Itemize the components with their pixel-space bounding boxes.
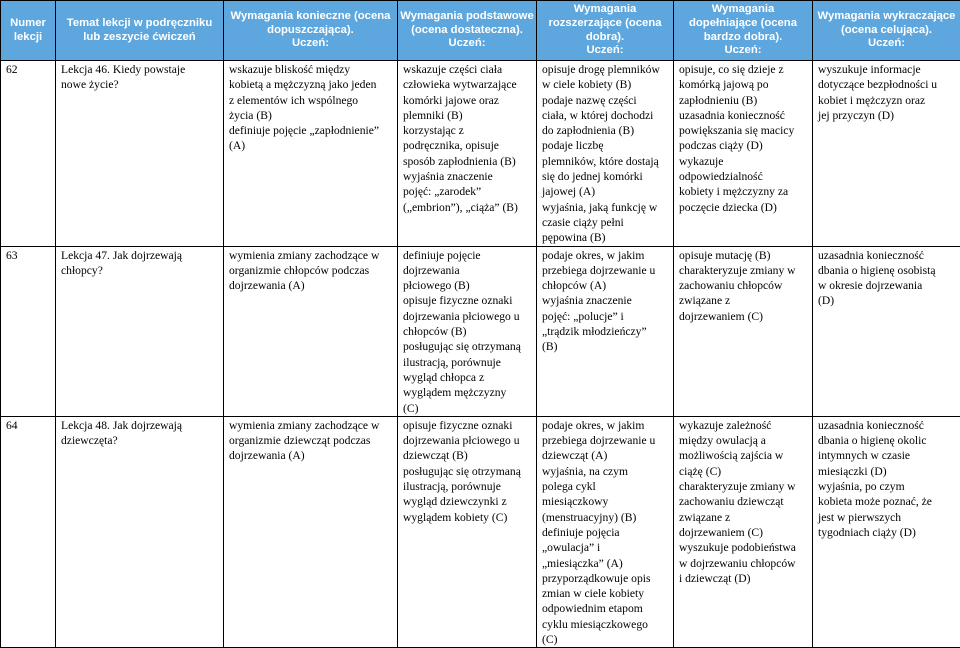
extended-cell: podaje okres, w jakim przebiega dojrzewanie u chłopców (A) wyjaśnia znaczenie pojęć: „polucje” i „trądzik młodzieńczy” (B): [537, 246, 674, 416]
table-row: [1, 61, 960, 247]
lesson-number-cell: 63: [1, 246, 56, 416]
exceeding-cell: wyszukuje informacje dotyczące bezpłodności u kobiet i mężczyzn oraz jej przyczyn (D): [813, 61, 960, 247]
lesson-topic-cell: Lekcja 48. Jak dojrzewają dziewczęta?: [56, 416, 224, 647]
complementary-cell: wykazuje zależność między owulacją a możliwością zajścia w ciążę (C) charakteryzuje zmiany w zachowaniu dziewcząt związane z dojrzewaniem (C) wyszukuje podobieństwa w dojrzewaniu chłopców i dziewcząt (D): [674, 416, 813, 647]
necessary-cell: wymienia zmiany zachodzące w organizmie dziewcząt podczas dojrzewania (A): [224, 416, 398, 647]
table-row: [1, 416, 960, 647]
lesson-topic-cell: Lekcja 46. Kiedy powstaje nowe życie?: [56, 61, 224, 247]
header-lesson-topic: Temat lekcji w podręczniku lub zeszycie ćwiczeń: [56, 1, 224, 61]
header-requirements-exceeding: Wymagania wykraczające (ocena celująca). Uczeń:: [813, 1, 960, 61]
complementary-cell: opisuje mutację (B) charakteryzuje zmiany w zachowaniu chłopców związane z dojrzewaniem (C): [674, 246, 813, 416]
basic-cell: opisuje fizyczne oznaki dojrzewania płciowego u dziewcząt (B) posługując się otrzymaną ilustracją, porównuje wygląd dziewczynki z wyglądem kobiety (C): [398, 416, 537, 647]
lesson-topic-cell: Lekcja 47. Jak dojrzewają chłopcy?: [56, 246, 224, 416]
header-lesson-number: Numer lekcji: [1, 1, 56, 61]
complementary-cell: opisuje, co się dzieje z komórką jajową po zapłodnieniu (B) uzasadnia konieczność powiększania się macicy podczas ciąży (D) wykazuje odpowiedzialność kobiety i mężczyzny za poczęcie dziecka (D): [674, 61, 813, 247]
extended-cell: podaje okres, w jakim przebiega dojrzewanie u dziewcząt (A) wyjaśnia, na czym polega cykl miesiączkowy (menstruacyjny) (B) definiuje pojęcia „owulacja” i „miesiączka” (A) przyporządkowuje opis zmian w ciele kobiety odpowiednim etapom cyklu miesiączkowego (C): [537, 416, 674, 647]
lesson-number-cell: 62: [1, 61, 56, 247]
header-row: [1, 1, 960, 61]
exceeding-cell: uzasadnia konieczność dbania o higienę okolic intymnych w czasie miesiączki (D) wyjaśnia, po czym kobieta może poznać, że jest w pierwszych tygodniach ciąży (D): [813, 416, 960, 647]
exceeding-cell: uzasadnia konieczność dbania o higienę osobistą w okresie dojrzewania (D): [813, 246, 960, 416]
header-student-label: Uczeń:: [815, 37, 958, 51]
header-requirements-complementary: Wymagania dopełniające (ocena bardzo dobra). Uczeń:: [674, 1, 813, 61]
header-requirements-extended: Wymagania rozszerzające (ocena dobra). Uczeń:: [537, 1, 674, 61]
header-requirements-necessary: Wymagania konieczne (ocena dopuszczająca). Uczeń:: [224, 1, 398, 61]
header-requirements-basic: Wymagania podstawowe (ocena dostateczna). Uczeń:: [398, 1, 537, 61]
table-row: [1, 246, 960, 416]
basic-cell: definiuje pojęcie dojrzewania płciowego (B) opisuje fizyczne oznaki dojrzewania płciowego u chłopców (B) posługując się otrzymaną ilustracją, porównuje wygląd chłopca z wyglądem mężczyzny (C): [398, 246, 537, 416]
necessary-cell: wskazuje bliskość między kobietą a mężczyzną jako jeden z elementów ich wspólnego życia (B) definiuje pojęcie „zapłodnienie” (A): [224, 61, 398, 247]
header-student-label: Uczeń:: [539, 44, 671, 58]
basic-cell: wskazuje części ciała człowieka wytwarzające komórki jajowe oraz plemniki (B) korzystając z podręcznika, opisuje sposób zapłodnienia (B) wyjaśnia znaczenie pojęć: „zarodek” („embrion”), „ciąża” (B): [398, 61, 537, 247]
lesson-number-cell: 64: [1, 416, 56, 647]
header-student-label: Uczeń:: [226, 37, 395, 51]
necessary-cell: wymienia zmiany zachodzące w organizmie chłopców podczas dojrzewania (A): [224, 246, 398, 416]
header-student-label: Uczeń:: [400, 37, 534, 51]
header-student-label: Uczeń:: [676, 44, 810, 58]
extended-cell: opisuje drogę plemników w ciele kobiety (B) podaje nazwę części ciała, w której dochodzi do zapłodnienia (B) podaje liczbę plemników, które dostają się do jednej komórki jajowej (A) wyjaśnia, jaką funkcję w czasie ciąży pełni pępowina (B): [537, 61, 674, 247]
